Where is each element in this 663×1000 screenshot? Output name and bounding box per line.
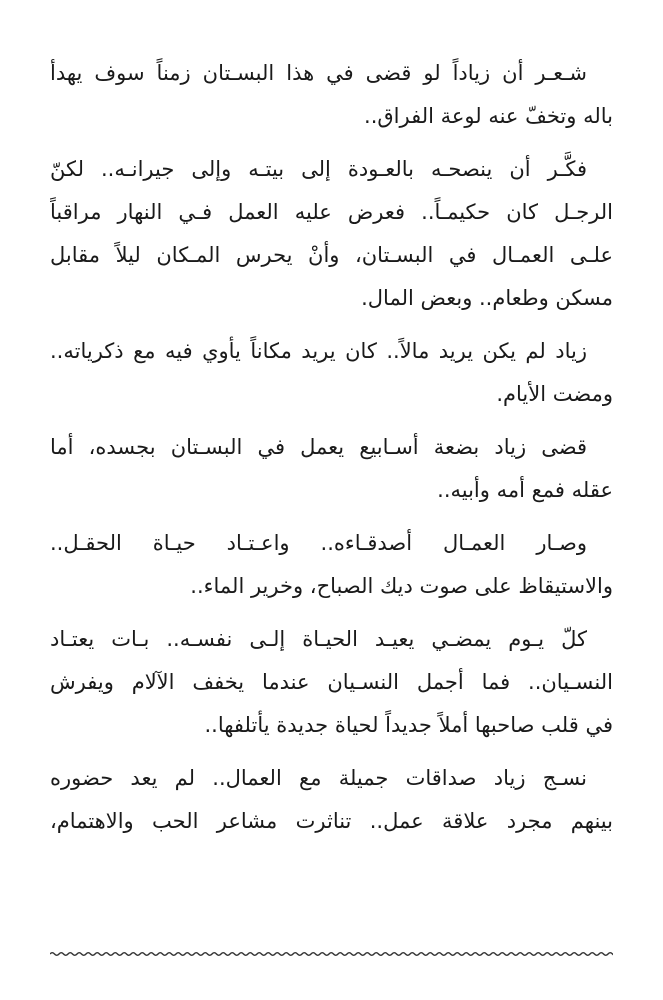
text-line: عقله فمع أمه وأبيه.. xyxy=(437,478,613,502)
text-line: الرجـل كان حكيمـاً.. فعرض عليه العمل فـي النهار مراقباً xyxy=(50,200,613,224)
text-line: زياد لم يكن يريد مالاً.. كان يريد مكاناً يأوي فيه مع ذكرياته.. xyxy=(50,339,587,363)
text-line: فكَّـر أن ينصحـه بالعـودة إلى بيتـه وإلى جيرانـه.. لكنّ xyxy=(50,157,587,181)
text-line: بينهم مجرد علاقة عمل.. تناثرت مشاعر الحب والاهتمام، xyxy=(50,809,613,833)
wavy-divider xyxy=(50,948,613,960)
book-page-text xyxy=(50,52,613,853)
paragraph-1 xyxy=(50,52,613,138)
text-line: نسـج زياد صداقات جميلة مع العمال.. لم يعد حضوره xyxy=(50,766,587,790)
paragraph-4 xyxy=(50,426,613,512)
text-line: علـى العمـال في البسـتان، وأنْ يحرس المـكان ليلاً مقابل xyxy=(50,243,613,267)
text-line: باله وتخفّ عنه لوعة الفراق.. xyxy=(364,104,613,128)
text-line: شـعـر أن زياداً لو قضى في هذا البسـتان زمناً سوف يهدأ xyxy=(50,61,587,85)
text-line: كلّ يـوم يمضـي يعيـد الحيـاة إلـى نفسـه.. بـات يعتـاد xyxy=(50,627,587,651)
text-line: قضى زياد بضعة أسـابيع يعمل في البسـتان بجسده، أما xyxy=(50,435,587,459)
paragraph-2 xyxy=(50,148,613,320)
paragraph-5 xyxy=(50,522,613,608)
paragraph-6 xyxy=(50,618,613,747)
text-line: في قلب صاحبها أملاً جديداً لحياة جديدة يأتلفها.. xyxy=(204,713,613,737)
text-line: ومضت الأيام. xyxy=(496,382,613,406)
text-line: وصـار العمـال أصدقـاءه.. واعـتـاد حيـاة الحقـل.. xyxy=(50,531,587,555)
text-line: مسكن وطعام.. وبعض المال. xyxy=(361,286,613,310)
paragraph-3 xyxy=(50,330,613,416)
text-line: والاستيقاظ على صوت ديك الصباح، وخرير الماء.. xyxy=(190,574,613,598)
text-line: النسـيان.. فما أجمل النسـيان عندما يخفف الآلام ويفرش xyxy=(50,670,613,694)
paragraph-7 xyxy=(50,757,613,843)
